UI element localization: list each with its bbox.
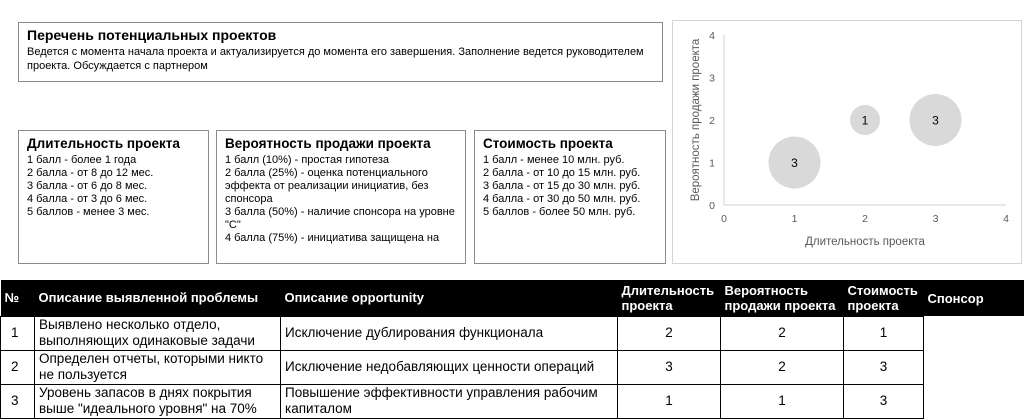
table-row bbox=[1, 384, 1024, 418]
criteria-line: 4 балла - от 3 до 6 мес. bbox=[27, 193, 148, 205]
x-tick-label: 3 bbox=[932, 213, 939, 225]
intro-description: Ведется с момента начала проекта и актуализируется до момента его завершения. Заполнение ведется руководителем проекта. Обсуждается с партнером bbox=[27, 46, 644, 72]
opportunity-cell[interactable]: Исключение дублирования функционала bbox=[281, 316, 618, 350]
criteria-line: 4 балла - от 30 до 50 млн. руб. bbox=[483, 193, 641, 205]
sponsor-cell[interactable] bbox=[924, 316, 1024, 350]
criteria-line: 1 балл - более 1 года bbox=[27, 154, 137, 166]
row-number: 2 bbox=[1, 350, 35, 384]
y-tick-label: 2 bbox=[709, 115, 715, 127]
sponsor-cell[interactable] bbox=[924, 384, 1024, 418]
opportunity-cell[interactable]: Повышение эффективности управления рабочим капиталом bbox=[281, 384, 618, 418]
bubble-chart-svg bbox=[673, 21, 1021, 263]
col-opportunity-header: Описание opportunity bbox=[281, 280, 618, 316]
problem-cell[interactable]: Выявлено несколько отдело, выполняющих одинаковые задачи bbox=[35, 316, 281, 350]
duration-cell[interactable]: 2 bbox=[618, 316, 721, 350]
opportunity-cell[interactable]: Исключение недобавляющих ценности операций bbox=[281, 350, 618, 384]
criteria-line: 2 балла - от 10 до 15 млн. руб. bbox=[483, 167, 641, 179]
sponsor-cell[interactable] bbox=[924, 350, 1024, 384]
criteria-probability-box bbox=[216, 130, 466, 264]
criteria-line: 1 балл (10%) - простая гипотеза bbox=[225, 154, 390, 166]
cost-cell[interactable]: 3 bbox=[844, 350, 924, 384]
y-tick-label: 1 bbox=[709, 157, 715, 170]
duration-cell[interactable]: 1 bbox=[618, 384, 721, 418]
criteria-line: 3 балла (50%) - наличие спонсора на уровне "С" bbox=[225, 206, 455, 231]
intro-title: Перечень потенциальных проектов bbox=[27, 27, 277, 43]
criteria-line: 4 балла (75%) - инициатива защищена на bbox=[225, 232, 440, 244]
cost-cell[interactable]: 1 bbox=[844, 316, 924, 350]
x-axis-title: Длительность проекта bbox=[805, 236, 925, 248]
y-tick-label: 3 bbox=[709, 72, 715, 85]
criteria-title: Вероятность продажи проекта bbox=[225, 136, 431, 151]
criteria-cost-box bbox=[474, 130, 666, 264]
row-number: 3 bbox=[1, 384, 35, 418]
cost-cell[interactable]: 3 bbox=[844, 384, 924, 418]
bubble-label: 3 bbox=[932, 113, 939, 128]
problem-cell[interactable]: Уровень запасов в днях покрытия выше "идеального уровня" на 70% bbox=[35, 384, 281, 418]
x-tick-label: 4 bbox=[1003, 213, 1009, 225]
criteria-line: 2 балла (25%) - оценка потенциального эффекта от реализации инициатив, без спонсора bbox=[225, 167, 429, 205]
table-header-row bbox=[1, 280, 1024, 316]
col-cost-header: Стоимость проекта bbox=[844, 280, 924, 316]
probability-cell[interactable]: 2 bbox=[721, 316, 844, 350]
probability-cell[interactable]: 1 bbox=[721, 384, 844, 418]
bubble-label: 1 bbox=[861, 113, 869, 128]
col-problem-header: Описание выявленной проблемы bbox=[35, 280, 281, 316]
criteria-line: 3 балла - от 6 до 8 мес. bbox=[27, 180, 148, 192]
duration-cell[interactable]: 3 bbox=[618, 350, 721, 384]
table-row bbox=[1, 350, 1024, 384]
projects-table bbox=[0, 280, 1024, 419]
col-probability-header: Вероятность продажи проекта bbox=[721, 280, 844, 316]
criteria-line: 1 балл - менее 10 млн. руб. bbox=[483, 154, 625, 166]
criteria-title: Стоимость проекта bbox=[483, 136, 613, 151]
col-number-header: № bbox=[1, 280, 35, 316]
probability-cell[interactable]: 2 bbox=[721, 350, 844, 384]
criteria-line: 2 балла - от 8 до 12 мес. bbox=[27, 167, 154, 179]
x-tick-label: 1 bbox=[791, 213, 798, 225]
col-duration-header: Длительность проекта bbox=[618, 280, 721, 316]
criteria-title: Длительность проекта bbox=[27, 136, 180, 151]
y-tick-label: 0 bbox=[709, 200, 715, 212]
criteria-line: 5 баллов - более 50 млн. руб. bbox=[483, 206, 636, 218]
table-row bbox=[1, 316, 1024, 350]
col-sponsor-header: Спонсор bbox=[924, 280, 1024, 316]
criteria-line: 5 баллов - менее 3 мес. bbox=[27, 206, 150, 218]
bubble-label: 3 bbox=[791, 156, 798, 170]
intro-box bbox=[18, 22, 663, 82]
problem-cell[interactable]: Определен отчеты, которыми никто не пользуется bbox=[35, 350, 281, 384]
y-axis-title: Вероятность продажи проекта bbox=[690, 38, 702, 202]
x-tick-label: 2 bbox=[862, 213, 868, 225]
row-number: 1 bbox=[1, 316, 35, 350]
bubble-chart bbox=[672, 20, 1022, 264]
criteria-line: 3 балла - от 15 до 30 млн. руб. bbox=[483, 180, 641, 192]
x-tick-label: 0 bbox=[721, 213, 727, 225]
criteria-duration-box bbox=[18, 130, 209, 264]
y-tick-label: 4 bbox=[709, 30, 715, 42]
